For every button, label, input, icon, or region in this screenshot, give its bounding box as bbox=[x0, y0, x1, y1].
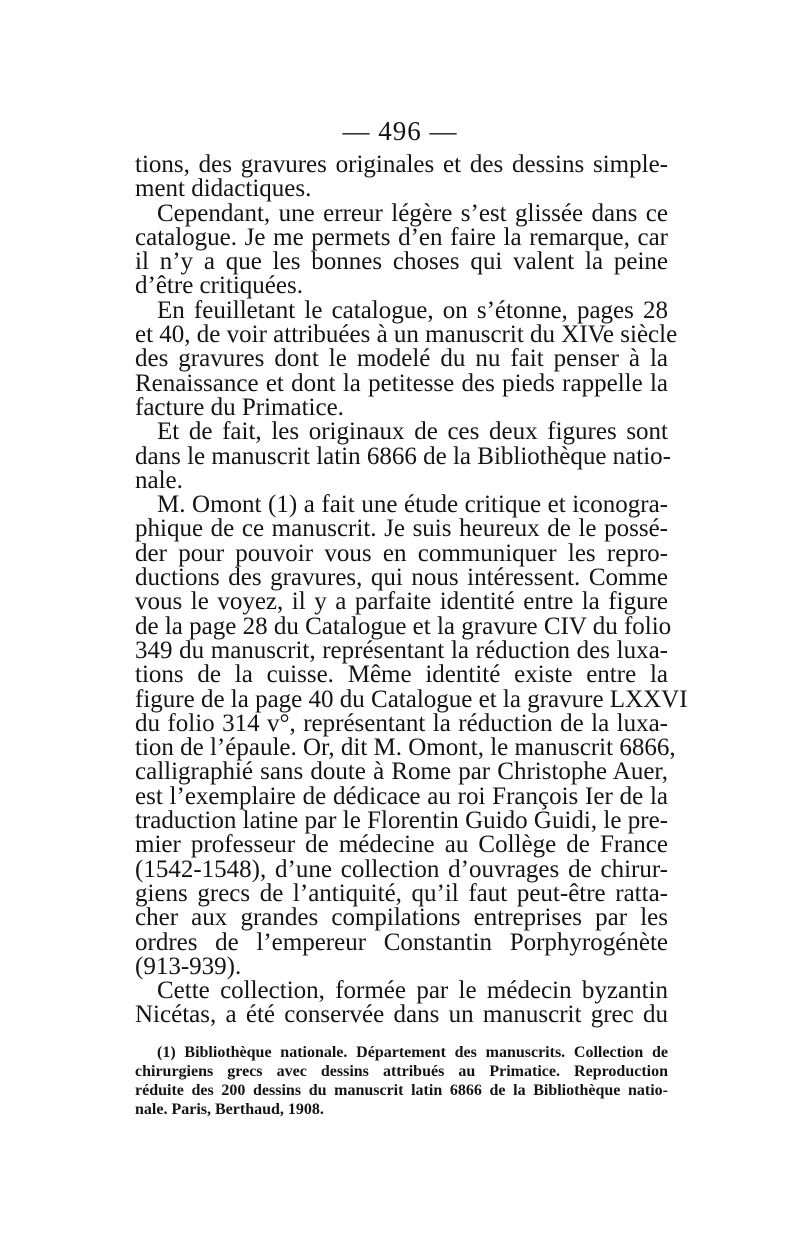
text-line: cher aux grandes compilations entreprises par les bbox=[135, 904, 668, 932]
text-line: tions de la cuisse. Même identité existe entre la bbox=[135, 661, 668, 689]
text-line: giens grecs de l’antiquité, qu’il faut peut-être ratta- bbox=[135, 879, 668, 907]
text-line: traduction latine par le Florentin Guido Guidi, le pre- bbox=[135, 807, 668, 835]
text-line: phique de ce manuscrit. Je suis heureux de le possé- bbox=[135, 515, 668, 543]
text-line: der pour pouvoir vous en communiquer les repro- bbox=[135, 539, 668, 567]
text-line: d’être critiquées. bbox=[135, 272, 303, 300]
text-line: M. Omont (1) a fait une étude critique et iconogra- bbox=[157, 491, 668, 519]
text-line: Et de fait, les originaux de ces deux figures sont bbox=[157, 418, 668, 446]
text-line: (913-939). bbox=[135, 952, 242, 980]
text-line: Nicétas, a été conservée dans un manuscrit grec du bbox=[135, 1001, 668, 1029]
text-line: facture du Primatice. bbox=[135, 393, 344, 421]
text-line: tions, des gravures originales et des dessins simple- bbox=[135, 151, 668, 178]
text-line: du folio 314 v°, représentant la réduction de la luxa- bbox=[135, 709, 668, 737]
text-line: Cette collection, formée par le médecin byzantin bbox=[157, 977, 668, 1005]
text-line: En feuilletant le catalogue, on s’étonne, pages 28 bbox=[157, 296, 668, 324]
text-line: ductions des gravures, qui nous intéressent. Comme bbox=[135, 564, 668, 592]
text-line: des gravures dont le modelé du nu fait penser à la bbox=[135, 345, 668, 373]
text-line: 349 du manuscrit, représentant la réduction des luxa- bbox=[135, 636, 668, 664]
body-text bbox=[135, 151, 688, 1029]
text-line: ordres de l’empereur Constantin Porphyrogénète bbox=[135, 928, 668, 956]
text-line: Renaissance et dont la petitesse des pieds rappelle la bbox=[135, 369, 668, 397]
text-line: mier professeur de médecine au Collège de France bbox=[135, 831, 668, 859]
text-line: est l’exemplaire de dédicace au roi François Ier de la bbox=[135, 782, 668, 810]
text-line: calligraphié sans doute à Rome par Christophe Auer, bbox=[135, 758, 668, 786]
page-number: — 496 — bbox=[342, 116, 458, 146]
text-line: nale. bbox=[135, 466, 183, 494]
text-line: dans le manuscrit latin 6866 de la Bibliothèque natio- bbox=[135, 442, 671, 470]
text-line: et 40, de voir attribuées à un manuscrit du XIVe siècle bbox=[135, 321, 678, 349]
text-line: tion de l’épaule. Or, dit M. Omont, le manuscrit 6866, bbox=[135, 734, 676, 762]
text-line: de la page 28 du Catalogue et la gravure CIV du folio bbox=[135, 612, 672, 640]
footnote-line: (1) Bibliothèque nationale. Département des manuscrits. Collection de bbox=[157, 1044, 668, 1061]
text-line: figure de la page 40 du Catalogue et la gravure LXXVI bbox=[135, 685, 688, 713]
footnote-line: nale. Paris, Berthaud, 1908. bbox=[135, 1101, 324, 1118]
text-line: ment didactiques. bbox=[135, 175, 312, 203]
text-line: il n’y a que les bonnes choses qui valent la peine bbox=[135, 248, 668, 276]
text-line: catalogue. Je me permets d’en faire la remarque, car bbox=[135, 223, 668, 251]
text-line: (1542-1548), d’une collection d’ouvrages de chirur- bbox=[135, 855, 668, 883]
footnote-line: chirurgiens grecs avec dessins attribués au Primatice. Reproduction bbox=[135, 1063, 668, 1080]
footnote bbox=[135, 1043, 668, 1119]
text-line: vous le voyez, il y a parfaite identité entre la figure bbox=[135, 588, 668, 616]
text-line: Cependant, une erreur légère s’est glissée dans ce bbox=[157, 199, 668, 227]
footnote-line: réduite des 200 dessins du manuscrit latin 6866 de la Bibliothèque natio- bbox=[135, 1082, 668, 1099]
